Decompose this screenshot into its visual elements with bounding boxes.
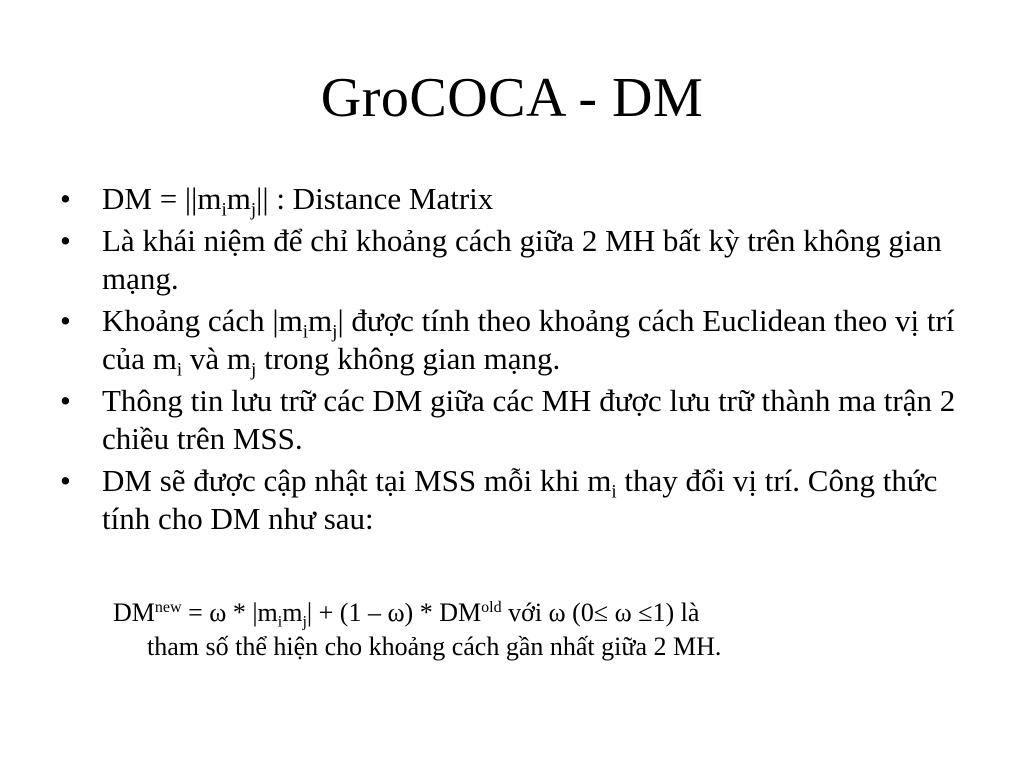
text-segment: || : Distance Matrix [256,181,494,216]
bullet-item-euclidean [58,302,978,381]
bullet-item-update [58,462,978,538]
subscript: i [611,481,617,503]
subscript: j [250,199,257,221]
slide-title: GroCOCA - DM [320,67,704,129]
subscript: j [332,321,338,343]
subscript: j [251,359,257,381]
text-segment: m [308,303,333,338]
bullet-item-distance-matrix [58,180,978,221]
bullet-list [58,180,978,542]
bullet-dot: • [60,181,71,216]
text-segment: thay đổi vị trí. Công thức tính cho DM như sau: [102,463,938,536]
text-segment: Thông tin lưu trữ các DM giữa các MH được lưu trữ thành ma trận 2 chiều trên MSS. [102,383,956,456]
text-segment: Khoảng cách |m [102,303,303,338]
subscript: i [302,321,309,343]
text-segment: và m [182,341,252,376]
text-segment: trong không gian mạng. [256,341,561,376]
subscript: i [277,613,283,631]
subscript: i [221,199,227,221]
superscript: new [154,599,182,617]
bullet-item-definition [58,222,978,298]
bullet-dot: • [60,303,71,338]
text-segment: | được tính theo khoảng cách Euclidean theo vị trí của m [102,303,955,376]
formula-explanation: tham số thể hiện cho khoảng cách gần nhất giữa 2 MH. [147,632,722,661]
text-segment: Là khái niệm để chỉ khoảng cách giữa 2 MH bất kỳ trên không gian mạng. [102,223,942,296]
text-segment: DM sẽ được cập nhật tại MSS mỗi khi m [102,463,612,498]
text-segment: DM = ||m [102,181,222,216]
text-segment: DM [113,598,155,627]
superscript: old [481,599,502,617]
bullet-dot: • [60,223,71,258]
subscript: j [302,613,307,631]
text-segment: m [282,598,303,627]
subscript: i [176,359,183,381]
bullet-dot: • [60,383,71,418]
text-segment: với ω (0≤ ω ≤1) là [501,598,700,627]
text-segment: = ω * |m [181,598,278,627]
bullet-dot: • [60,463,71,498]
text-segment: m [226,181,251,216]
text-segment: | + (1 – ω) * DM [306,598,482,627]
bullet-item-storage [58,382,978,458]
dm-update-formula [113,596,953,664]
